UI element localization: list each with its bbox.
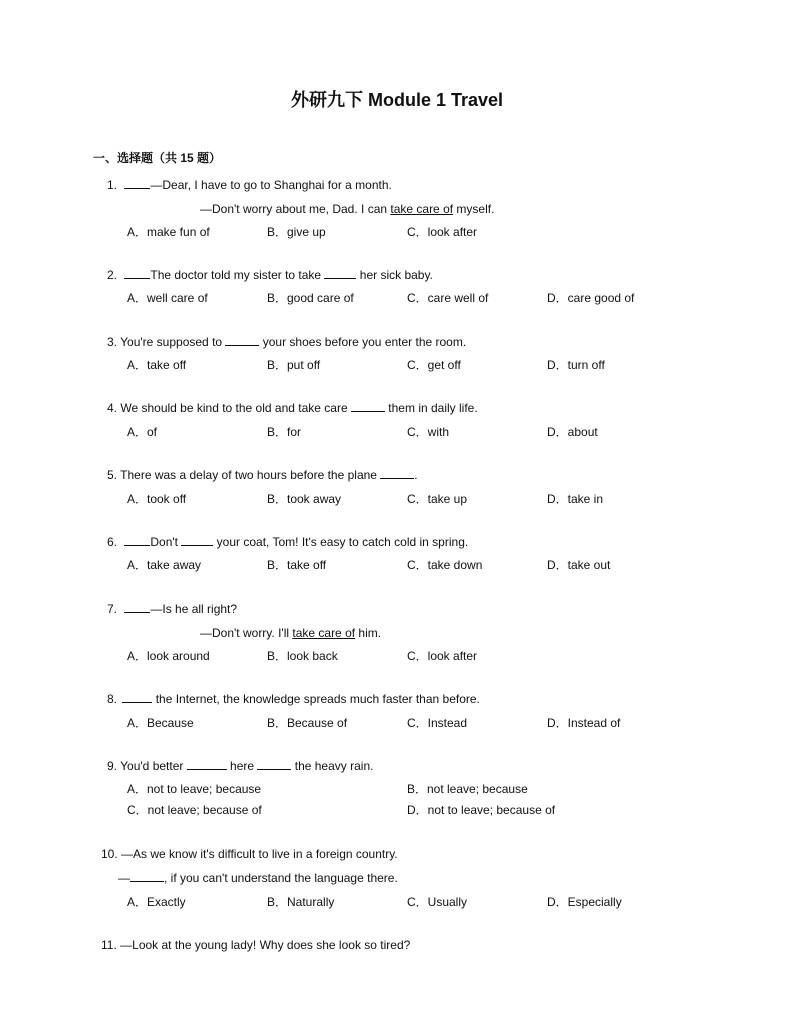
option-d[interactable]: D．take in xyxy=(547,492,604,506)
answer-blank xyxy=(225,334,259,346)
option-b[interactable]: B．Because of xyxy=(267,716,348,730)
option-a[interactable]: A．not to leave; because xyxy=(127,782,262,796)
question-1 xyxy=(107,177,392,193)
question-2: 2. The doctor told my sister to take her sick baby. xyxy=(107,268,433,282)
answer-blank xyxy=(324,267,356,279)
option-a[interactable]: A．Because xyxy=(127,716,194,730)
question-8: 8. the Internet, the knowledge spreads much faster than before. xyxy=(107,692,480,706)
answer-blank xyxy=(122,691,152,703)
option-c[interactable]: C．take up xyxy=(407,492,468,506)
question-7-reply: —Don't worry. I'll take care of him. xyxy=(200,626,382,640)
answer-blank xyxy=(124,267,150,279)
option-a[interactable]: A．Exactly xyxy=(127,895,186,909)
answer-blank xyxy=(124,177,150,189)
answer-blank xyxy=(380,467,414,479)
question-4: 4. We should be kind to the old and take care them in daily life. xyxy=(107,401,478,415)
question-10: 10. —As we know it's difficult to live in a foreign country. xyxy=(101,847,398,861)
option-a[interactable]: A．take off xyxy=(127,358,187,372)
option-c[interactable]: C．with xyxy=(407,425,450,439)
question-9: 9. You'd better here the heavy rain. xyxy=(107,759,374,773)
option-c[interactable]: C．Usually xyxy=(407,895,468,909)
option-b[interactable]: B．give up xyxy=(267,225,326,239)
option-b[interactable]: B．good care of xyxy=(267,291,354,305)
option-a[interactable]: A．look around xyxy=(127,649,210,663)
answer-blank xyxy=(124,534,150,546)
option-a[interactable]: A．of xyxy=(127,425,158,439)
option-d[interactable]: D．turn off xyxy=(547,358,605,372)
option-d[interactable]: D．Instead of xyxy=(547,716,621,730)
option-b[interactable]: B．for xyxy=(267,425,302,439)
option-d[interactable]: D．not to leave; because of xyxy=(407,803,556,817)
option-c[interactable]: C．take down xyxy=(407,558,483,572)
answer-blank xyxy=(130,870,164,882)
section-heading: 一、选择题（共 15 题） xyxy=(93,151,222,165)
option-c[interactable]: C．look after xyxy=(407,649,478,663)
option-d[interactable]: D．care good of xyxy=(547,291,635,305)
option-b[interactable]: B．look back xyxy=(267,649,338,663)
question-1-reply: —Don't worry about me, Dad. I can take care of myself. xyxy=(200,202,495,216)
page-title: 外研九下 Module 1 Travel xyxy=(290,90,504,110)
option-b[interactable]: B．put off xyxy=(267,358,321,372)
answer-blank xyxy=(187,758,227,770)
underlined-phrase: take care of xyxy=(390,202,454,216)
option-d[interactable]: D．about xyxy=(547,425,598,439)
option-c[interactable]: C．care well of xyxy=(407,291,489,305)
question-number: 1. xyxy=(107,178,118,192)
answer-blank xyxy=(257,758,291,770)
question-5: 5. There was a delay of two hours before the plane . xyxy=(107,468,418,482)
option-a[interactable]: A．took off xyxy=(127,492,187,506)
question-stem: —Dear, I have to go to Shanghai for a month. xyxy=(150,178,392,192)
option-d[interactable]: D．take out xyxy=(547,558,611,572)
option-b[interactable]: B．took away xyxy=(267,492,342,506)
question-11: 11. —Look at the young lady! Why does she look so tired? xyxy=(101,938,411,952)
question-10-reply: — , if you can't understand the language there. xyxy=(118,871,398,885)
answer-blank xyxy=(124,601,150,613)
option-d[interactable]: D．Especially xyxy=(547,895,622,909)
option-a[interactable]: A．well care of xyxy=(127,291,208,305)
option-a[interactable]: A．make fun of xyxy=(127,225,210,239)
option-c[interactable]: C．Instead xyxy=(407,716,468,730)
option-c[interactable]: C．get off xyxy=(407,358,461,372)
option-a[interactable]: A．take away xyxy=(127,558,202,572)
answer-blank xyxy=(351,400,385,412)
question-6: 6. Don't your coat, Tom! It's easy to catch cold in spring. xyxy=(107,535,469,549)
answer-blank xyxy=(181,534,213,546)
option-c[interactable]: C．not leave; because of xyxy=(127,803,262,817)
option-b[interactable]: B．not leave; because xyxy=(407,782,528,796)
option-c[interactable]: C．look after xyxy=(407,225,478,239)
option-b[interactable]: B．Naturally xyxy=(267,895,335,909)
option-b[interactable]: B．take off xyxy=(267,558,327,572)
question-7: 7. —Is he all right? xyxy=(107,602,238,616)
underlined-phrase: take care of xyxy=(292,626,356,640)
question-3: 3. You're supposed to your shoes before you enter the room. xyxy=(107,335,467,349)
